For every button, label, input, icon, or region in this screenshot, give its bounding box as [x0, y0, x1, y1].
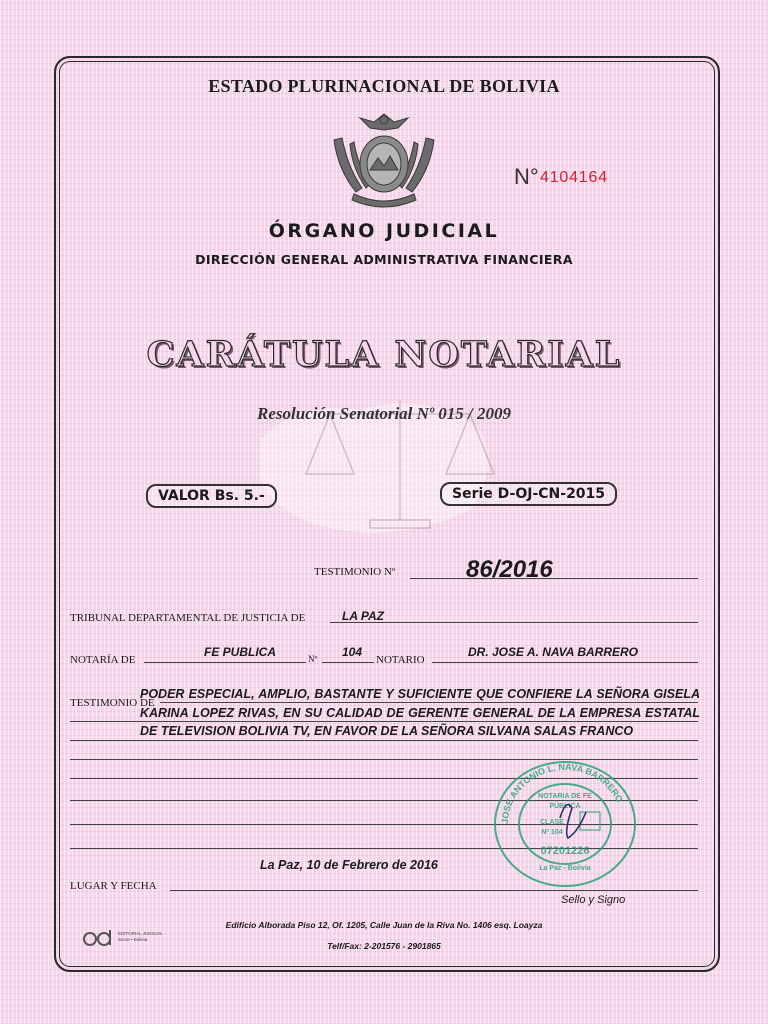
- tribunal-underline: [330, 622, 698, 623]
- stamp-city: La Paz - Bolivia: [539, 865, 591, 872]
- testimonio-de-value: PODER ESPECIAL, AMPLIO, BASTANTE Y SUFICIENTE QUE CONFIERE LA SEÑORA GISELA KARINA LOPEZ RIVAS, EN SU CALIDAD DE GERENTE GENERAL DE LA EMPRESA ESTATAL DE TELEVISION BOLIVIA TV, EN FAVOR DE LA SEÑORA SILVANA SALAS FRANCO: [140, 687, 700, 738]
- publisher-name: EDITORIAL JUDICIAL: [118, 931, 163, 936]
- notario-value: DR. JOSE A. NAVA BARRERO: [468, 645, 639, 659]
- document-header: ESTADO PLURINACIONAL DE BOLIVIA: [208, 76, 560, 96]
- lugar-fecha-underline: [170, 890, 698, 891]
- document-title: CARÁTULA NOTARIAL: [146, 334, 622, 375]
- direction-name: DIRECCIÓN GENERAL ADMINISTRATIVA FINANCIERA: [195, 252, 573, 267]
- stamp-ring-text: JOSE ANTONIO L. NAVA BARRERO: [499, 761, 625, 825]
- series-badge: Serie D-OJ-CN-2015: [440, 482, 617, 506]
- notary-stamp-icon: [490, 758, 640, 888]
- testimonio-number-label: TESTIMONIO Nº: [314, 566, 396, 578]
- footer-phone: Telf/Fax: 2-201576 - 2901865: [327, 941, 441, 951]
- number-underline: [322, 662, 374, 663]
- stamp-number: 07201226: [540, 845, 590, 857]
- resolution-text: Resolución Senatorial Nº 015 / 2009: [257, 404, 511, 423]
- notaria-value: FE PUBLICA: [204, 645, 276, 659]
- notario-label: NOTARIO: [376, 654, 425, 666]
- serial-number: 4104164: [540, 169, 608, 186]
- number-label: Nº: [308, 654, 318, 664]
- serial-prefix: N°: [514, 164, 539, 189]
- number-value: 104: [342, 645, 363, 659]
- footer-address: Edificio Alborada Piso 12, Of. 1205, Calle Juan de la Riva No. 1406 esq. Loayza: [225, 920, 543, 930]
- tribunal-label: TRIBUNAL DEPARTAMENTAL DE JUSTICIA DE: [70, 612, 306, 624]
- testimonio-de-label: TESTIMONIO DE: [70, 697, 155, 709]
- notario-underline: [432, 662, 698, 663]
- notaria-underline: [144, 662, 306, 663]
- lugar-fecha-value: La Paz, 10 de Febrero de 2016: [260, 858, 438, 872]
- sello-signo-label: Sello y Signo: [561, 894, 626, 906]
- publisher-city: Sucre • Bolivia: [118, 937, 148, 942]
- organ-name: ÓRGANO JUDICIAL: [268, 220, 500, 242]
- stamp-inner-2: PÚBLICA: [549, 803, 581, 810]
- value-badge: VALOR Bs. 5.-: [146, 484, 277, 508]
- notaria-label: NOTARÍA DE: [70, 654, 136, 666]
- stamp-inner-4: Nº 104: [541, 829, 563, 836]
- tribunal-value: LA PAZ: [342, 609, 384, 623]
- stamp-inner-3: CLASE: [540, 819, 564, 826]
- testimonio-number-value: 86/2016: [466, 556, 553, 583]
- stamp-inner-1: NOTARIA DE FE: [538, 793, 592, 800]
- coat-of-arms-icon: [314, 108, 454, 208]
- testimonio-number-underline: [410, 578, 698, 579]
- lugar-fecha-label: LUGAR Y FECHA: [70, 880, 157, 892]
